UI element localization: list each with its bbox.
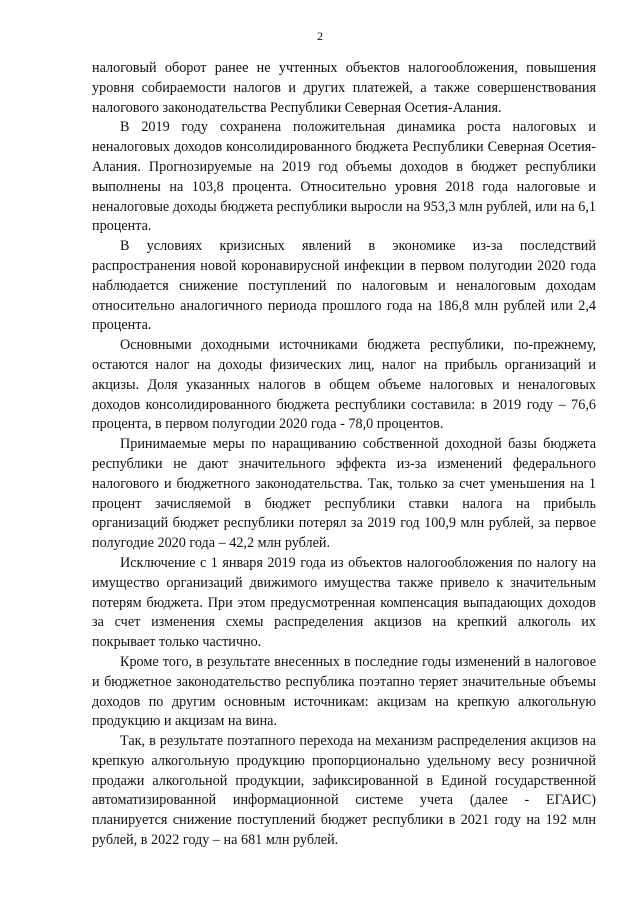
paragraph-continuation: налоговый оборот ранее не учтенных объектов налогообложения, повышения уровня собираемости налогов и других платежей, а также совершенствования налогового законодательства Республики Северная Осетия-Алания.	[92, 60, 596, 116]
paragraph-legislation-changes: Кроме того, в результате внесенных в последние годы изменений в налоговое и бюджетное законодательство республика поэтапно теряет значительные объемы доходов по другим основным источникам: акцизам на крепкую алкогольную продукцию и акцизам на вина.	[92, 653, 596, 730]
paragraph-excise-egais: Так, в результате поэтапного перехода на механизм распределения акцизов на крепкую алкогольную продукцию пропорционально удельному весу розничной продажи алкогольной продукции, зафиксированной в Единой государственной автоматизированной информационной системе учета (далее - ЕГАИС) планируется снижение поступлений бюджет республики в 2021 году на 192 млн рублей, в 2022 году – на 681 млн рублей.	[92, 733, 596, 849]
paragraph-revenue-growth-2019: В 2019 году сохранена положительная динамика роста налоговых и неналоговых доходов консолидированного бюджета Республики Северная Осетия-Алания. Прогнозируемые на 2019 год объемы доходов в бюджет республики выполнены на 103,8 процента. Относительно уровня 2018 года налоговые и неналоговые доходы бюджета республики выросли на 953,3 млн рублей, или на 6,1 процента.	[92, 119, 596, 235]
document-body	[92, 59, 596, 851]
paragraph-crisis-decline-2020: В условиях кризисных явлений в экономике из-за последствий распространения новой коронавирусной инфекции в первом полугодии 2020 года наблюдается снижение поступлений по налоговым и неналоговым доходам относительно аналогичного периода прошлого года на 186,8 млн рублей или 2,4 процента.	[92, 238, 596, 334]
paragraph-profit-tax-losses: Принимаемые меры по наращиванию собственной доходной базы бюджета республики не дают значительного эффекта из-за изменений федерального налогового и бюджетного законодательства. Так, только за счет уменьшения на 1 процент зачисляемой в бюджет республики ставки налога на прибыль организаций бюджет республики потерял за 2019 год 100,9 млн рублей, за первое полугодие 2020 года – 42,2 млн рублей.	[92, 436, 596, 552]
paragraph-main-revenue-sources: Основными доходными источниками бюджета республики, по-прежнему, остаются налог на доходы физических лиц, налог на прибыль организаций и акцизы. Доля указанных налогов в общем объеме налоговых и неналоговых доходов консолидированного бюджета республики составила: в 2019 году – 76,6 процента, в первом полугодии 2020 года - 78,0 процентов.	[92, 337, 596, 433]
page-number: 2	[317, 29, 323, 43]
paragraph-property-tax-exclusion: Исключение с 1 января 2019 года из объектов налогообложения по налогу на имущество организаций движимого имущества также привело к значительным потерям бюджета. При этом предусмотренная компенсация выпадающих доходов за счет изменения схемы распределения акцизов на крепкий алкоголь их покрывает только частично.	[92, 554, 596, 651]
